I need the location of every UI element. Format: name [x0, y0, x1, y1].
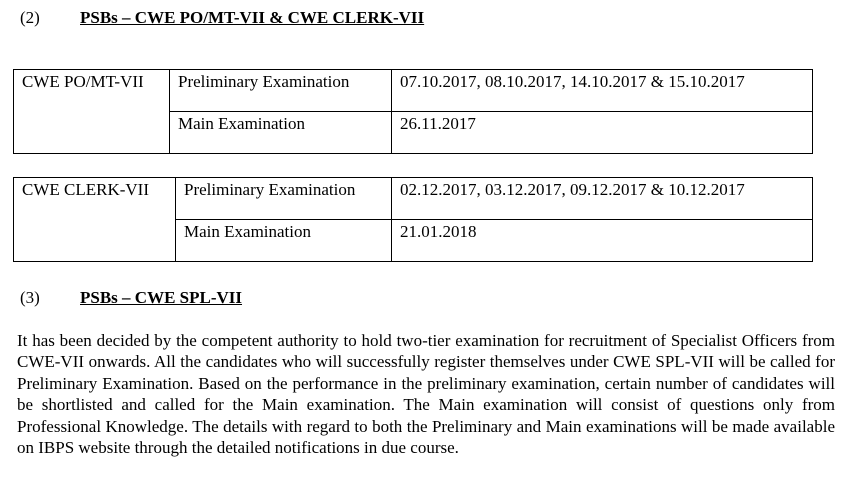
- stage-cell: Main Examination: [176, 220, 392, 262]
- dates-cell: 21.01.2018: [392, 220, 813, 262]
- section-title: PSBs – CWE SPL-VII: [80, 288, 243, 307]
- stage-cell: Preliminary Examination: [176, 178, 392, 220]
- dates-cell: 07.10.2017, 08.10.2017, 14.10.2017 & 15.10.2017: [392, 70, 813, 112]
- po-mt-exam-table: [13, 69, 813, 154]
- dates-cell: 26.11.2017: [392, 112, 813, 154]
- dates-cell: 02.12.2017, 03.12.2017, 09.12.2017 & 10.12.2017: [392, 178, 813, 220]
- exam-name-cell: CWE CLERK-VII: [14, 178, 176, 262]
- clerk-exam-table: [13, 177, 813, 262]
- table-row: [14, 70, 813, 112]
- section-title: PSBs – CWE PO/MT-VII & CWE CLERK-VII: [80, 8, 425, 27]
- section-number: (2): [20, 8, 40, 27]
- stage-cell: Main Examination: [170, 112, 392, 154]
- table-row: [14, 178, 813, 220]
- exam-name-cell: CWE PO/MT-VII: [14, 70, 170, 154]
- spl-description-paragraph: It has been decided by the competent authority to hold two-tier examination for recruitment of Specialist Officers from CWE-VII onwards. All the candidates who will successfully register themselves under CWE SPL-VII will be called for Preliminary Examination. Based on the performance in the preliminary examination, certain number of candidates will be shortlisted and called for the Main examination. The Main examination will consist of questions only from Professional Knowledge. The details with regard to both the Preliminary and Main examinations will be made available on IBPS website through the detailed notifications in due course.: [17, 331, 835, 458]
- section-number: (3): [20, 288, 40, 307]
- stage-cell: Preliminary Examination: [170, 70, 392, 112]
